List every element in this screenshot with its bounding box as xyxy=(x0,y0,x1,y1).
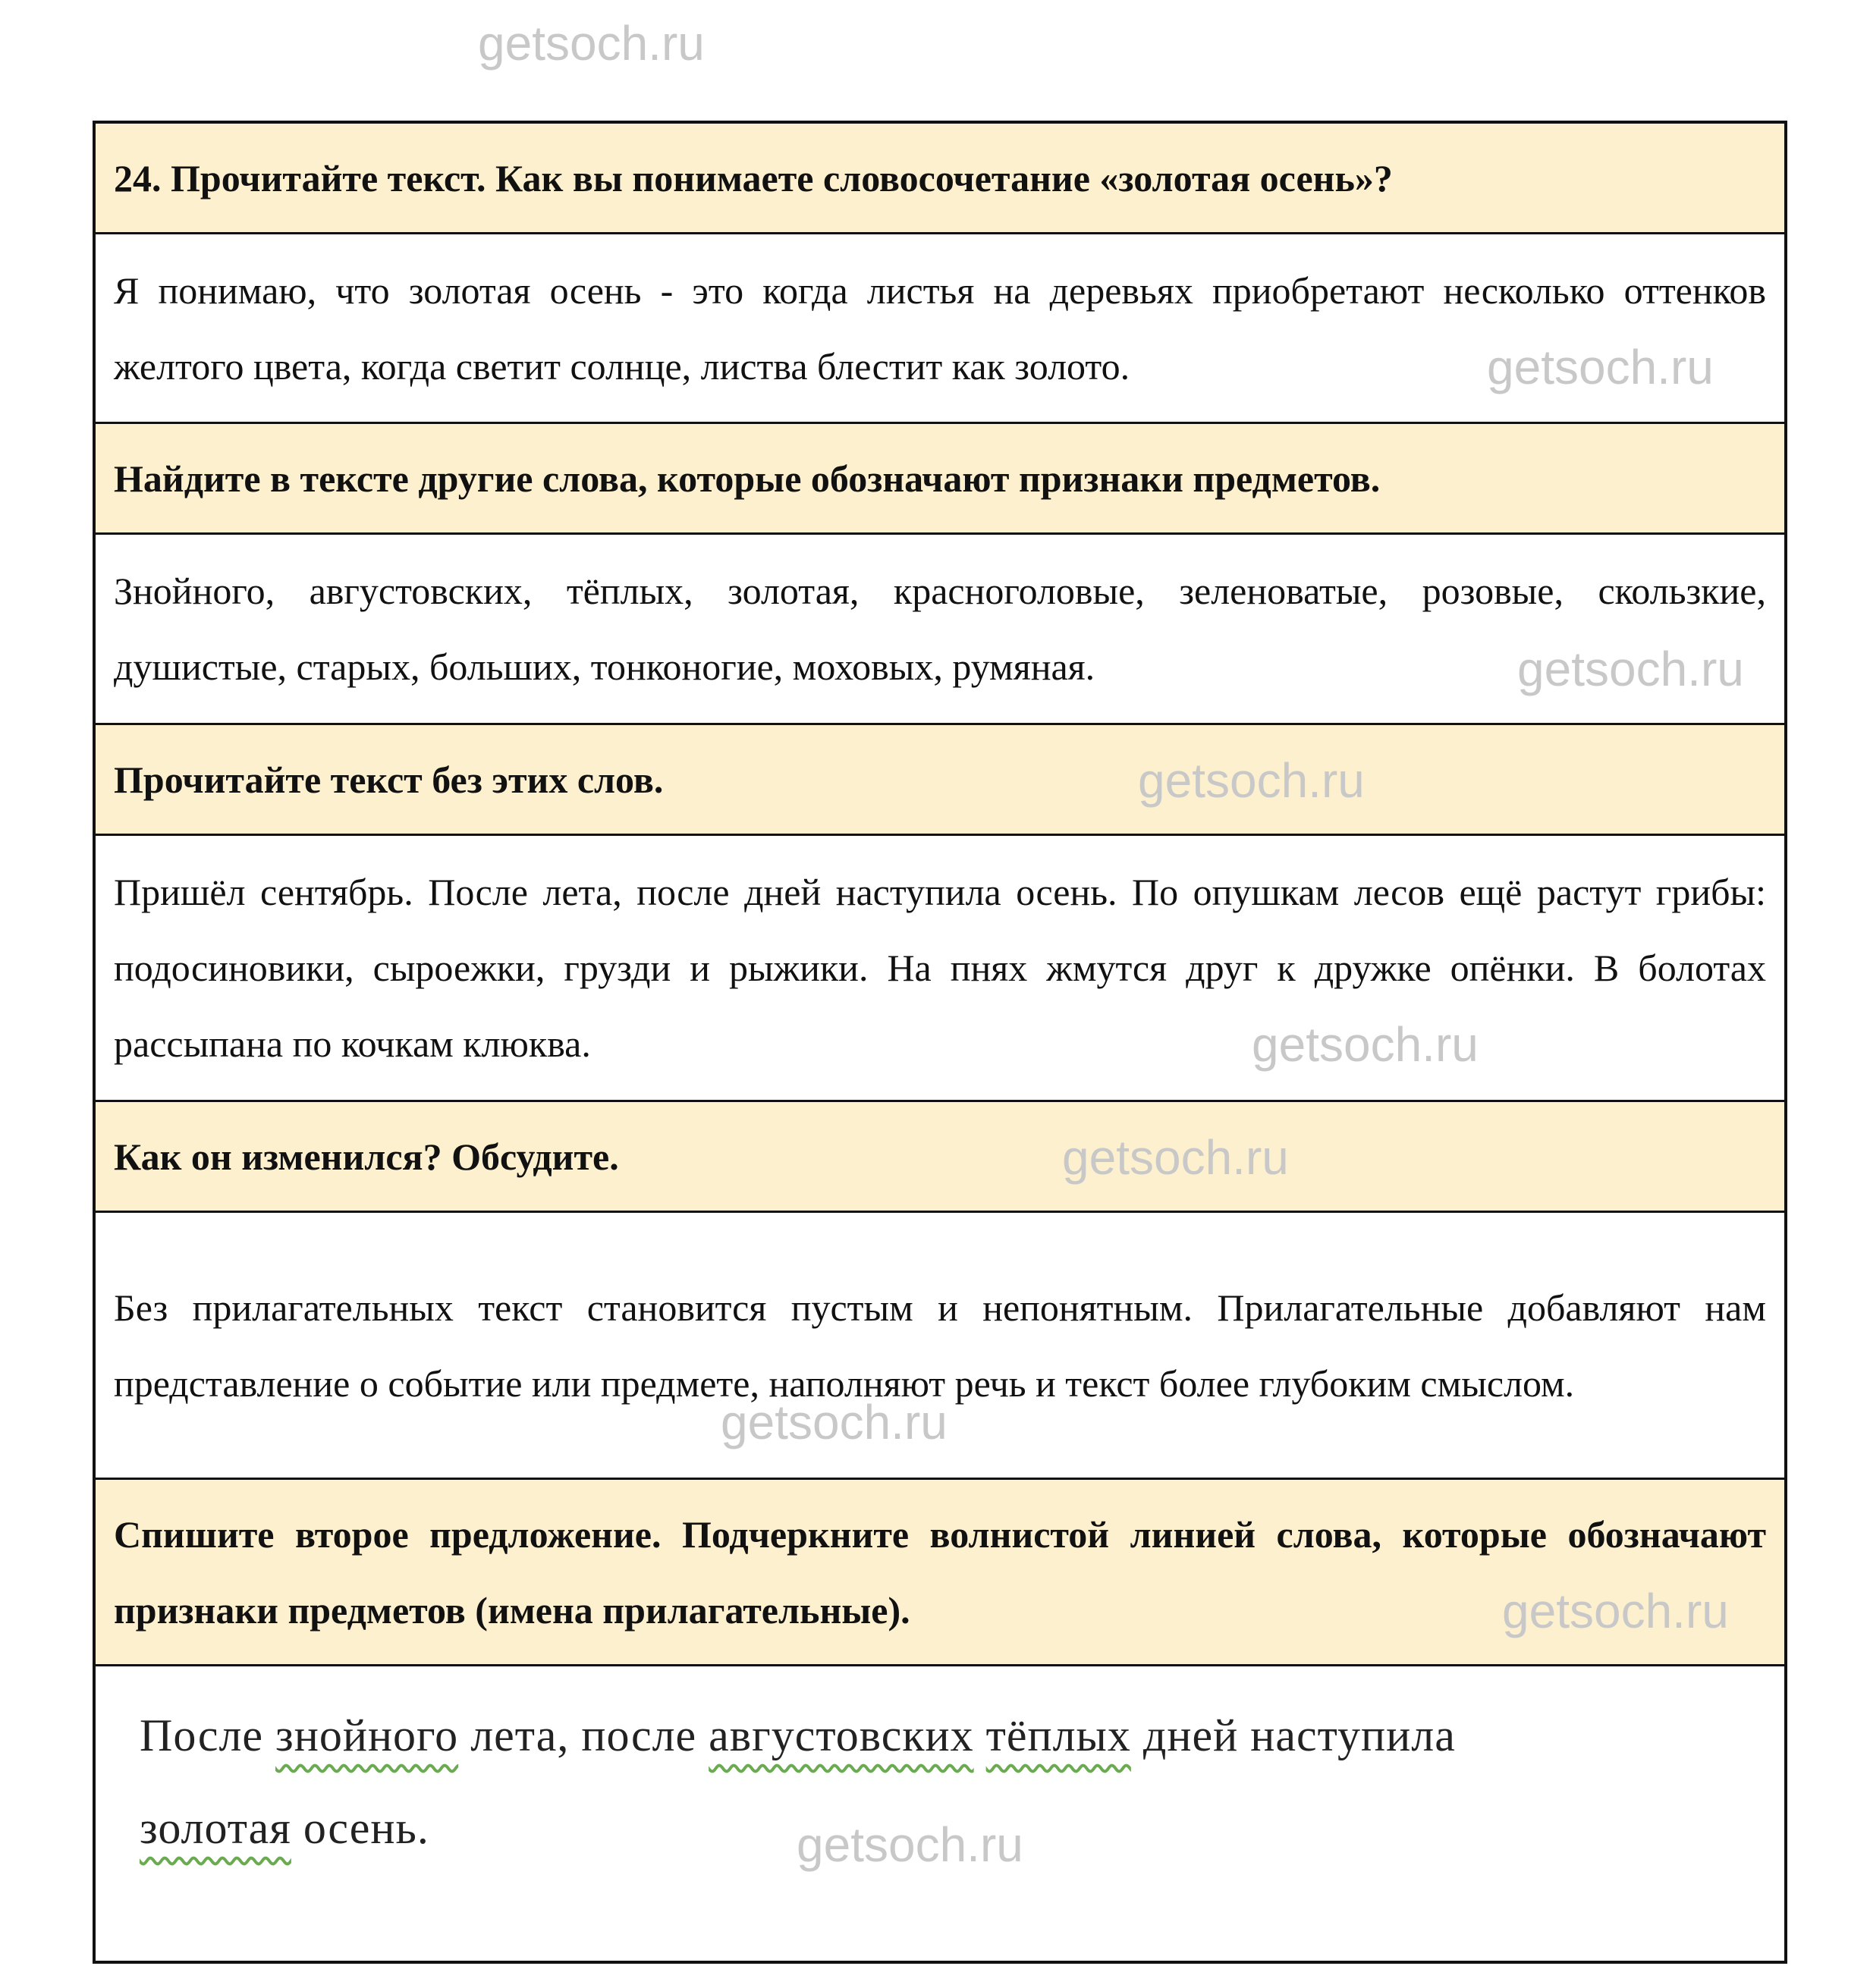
answer-text: Пришёл сентябрь. После лета, после дней наступила осень. По опушкам лесов ещё растут грибы: подосиновики, сыроежки, грузди и рыжики. На пнях жмутся друг к дружке опёнки. В болотах рассыпана по кочкам клюква. xyxy=(114,871,1766,1065)
question-text: Спишите второе предложение. Подчеркните волнистой линией слова, которые обозначают признаки предметов (имена прилагательные). xyxy=(114,1512,1766,1632)
final-sentence xyxy=(140,1689,1740,1874)
question-text: Прочитайте текст без этих слов. xyxy=(114,758,664,801)
word: осень. xyxy=(303,1803,429,1853)
watermark: getsoch.ru xyxy=(1517,642,1744,696)
question-row xyxy=(96,1102,1784,1213)
watermark: getsoch.ru xyxy=(797,1817,1023,1872)
answer-row xyxy=(96,1213,1784,1480)
word: дней наступила xyxy=(1142,1710,1456,1760)
underlined-adjective: тёплых xyxy=(985,1710,1131,1760)
final-answer-row xyxy=(96,1666,1784,1961)
question-text: Найдите в тексте другие слова, которые обозначают признаки предметов. xyxy=(114,457,1381,500)
watermark: getsoch.ru xyxy=(1487,340,1714,394)
watermark: getsoch.ru xyxy=(721,1395,948,1449)
watermark: getsoch.ru xyxy=(1062,1130,1289,1185)
watermark: getsoch.ru xyxy=(1502,1584,1729,1638)
question-row xyxy=(96,725,1784,836)
answer-row xyxy=(96,836,1784,1102)
answer-row xyxy=(96,535,1784,725)
question-row xyxy=(96,1480,1784,1666)
watermark: getsoch.ru xyxy=(478,16,705,71)
question-text: Как он изменился? Обсудите. xyxy=(114,1135,619,1178)
question-text: 24. Прочитайте текст. Как вы понимаете словосочетание «золотая осень»? xyxy=(114,156,1393,199)
exercise-table xyxy=(93,121,1787,1964)
question-row xyxy=(96,124,1784,234)
word: После xyxy=(140,1710,264,1760)
underlined-adjective: знойного xyxy=(275,1710,459,1760)
underlined-adjective: золотая xyxy=(140,1803,291,1853)
underlined-adjective: августовских xyxy=(709,1710,974,1760)
answer-row xyxy=(96,234,1784,424)
question-row xyxy=(96,424,1784,535)
answer-text: Без прилагательных текст становится пустым и непонятным. Прилагательные добавляют нам представление о событие или предмете, наполняют речь и текст более глубоким смыслом. xyxy=(114,1286,1766,1405)
answer-text: Знойного, августовских, тёплых, золотая, красноголовые, зеленоватые, розовые, скользкие, душистые, старых, больших, тонконогие, моховых, румяная. xyxy=(114,570,1766,688)
answer-text: Я понимаю, что золотая осень - это когда листья на деревьях приобретают несколько оттенков желтого цвета, когда светит солнце, листва блестит как золото. xyxy=(114,269,1766,388)
watermark: getsoch.ru xyxy=(1252,1017,1479,1072)
watermark: getsoch.ru xyxy=(1138,753,1365,808)
word: лета, после xyxy=(470,1710,697,1760)
